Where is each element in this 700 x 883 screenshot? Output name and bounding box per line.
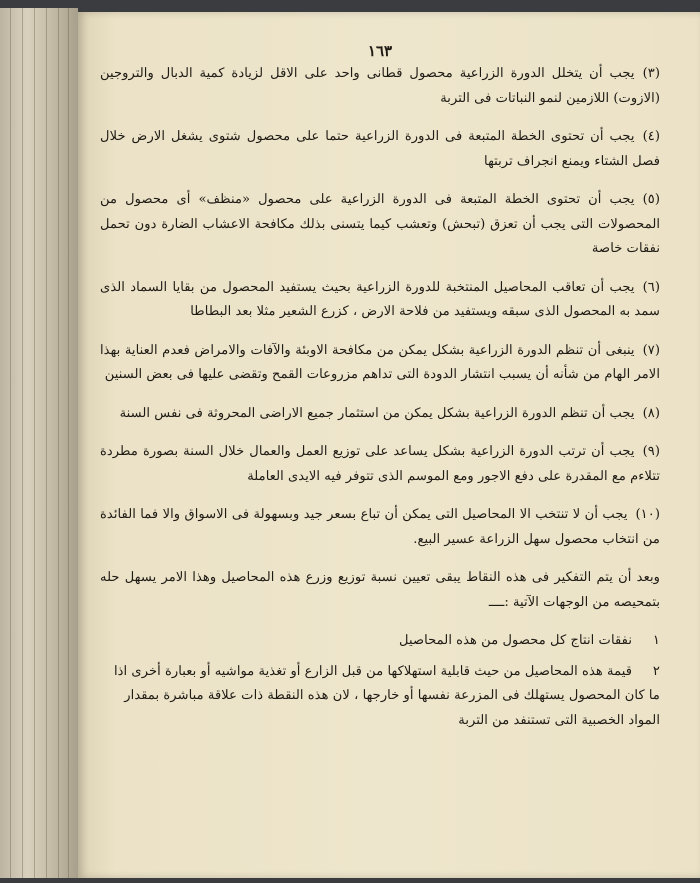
list-item (100, 629, 660, 654)
paragraph-text: ينبغى أن تنظم الدورة الزراعية بشكل يمكن من مكافحة الاوبئة والآفات والامراض فعدم العناية بهذا الامر الهام من شأنه أن يسبب انتشار الدودة التى تداهم مزروعات القمح وتقضى عليها فى بعض السنين (100, 342, 660, 382)
list-item (100, 660, 660, 734)
paragraph-marker: (٤) (642, 129, 660, 144)
paragraph-5 (100, 188, 660, 262)
paragraph-text: يجب أن تنظم الدورة الزراعية بشكل يمكن من استثمار جميع الاراضى المحروثة فى نفس السنة (119, 405, 635, 421)
book-page-edges (0, 8, 78, 878)
paragraph-9 (100, 440, 660, 489)
page-number: ١٦٣ (367, 42, 393, 60)
paragraph-marker: (١٠) (635, 507, 660, 522)
paragraph-text: يجب أن تحتوى الخطة المتبعة فى الدورة الزراعية على محصول «منظف» أى محصول من المحصولات التى يجب أن تعزق (تبحش) وتعشب كيما يتسنى بذلك مكافحة الاعشاب الضارة دون تحمل نفقات خاصة (100, 192, 660, 256)
paragraph-7 (100, 339, 660, 388)
paragraph-marker: (٧) (642, 342, 660, 358)
list-item-number: ١ (652, 633, 660, 648)
paragraph-marker: (٨) (642, 405, 660, 421)
paragraph-text: يجب أن تحتوى الخطة المتبعة فى الدورة الزراعية حتما على محصول شتوى يشغل الارض خلال فصل الشتاء ويمنع انجراف تربتها (100, 129, 660, 169)
paragraph-text: يجب أن لا تنتخب الا المحاصيل التى يمكن أن تباع بسعر جيد وبسهولة فى الاسواق والا فما الفائدة من انتخاب محصول سهل الزراعة عسير البيع. (100, 507, 660, 547)
list-item-text: قيمة هذه المحاصيل من حيث قابلية استهلاكها من قبل الزارع أو تغذية مواشيه أو بعبارة أخرى اذا ما كان المحصول يستهلك فى المزرعة نفسها أو خارجها ، لان هذه النقطة ذات علاقة مباشرة بمقدار المواد الخصبية التى تستنفد من التربة (114, 663, 660, 728)
paragraph-marker: (٥) (642, 192, 660, 207)
paragraph-10 (100, 503, 660, 552)
paragraph-6 (100, 276, 660, 325)
page-content (100, 42, 660, 739)
paragraph-4 (100, 125, 660, 174)
paragraph-3 (100, 62, 660, 111)
list-item-number: ٢ (652, 663, 660, 679)
paragraph-8 (100, 402, 660, 427)
list-item-text: نفقات انتاج كل محصول من هذه المحاصيل (398, 633, 632, 648)
paragraph-marker: (٣) (642, 66, 660, 81)
paragraph-text: يجب أن ترتب الدورة الزراعية بشكل يساعد على توزيع العمل والعمال خلال السنة بصورة مطردة تتلاءم مع المقدرة على دفع الاجور ومع الموسم الذى تتوفر فيه الايدى العاملة (100, 444, 660, 484)
paragraph-text: يجب أن تعاقب المحاصيل المنتخبة للدورة الزراعية بحيث يستفيد المحصول من بقايا السماد الذى سمد به المحصول الذى سبقه ويستفيد من فلاحة الارض ، كزرع الشعير مثلا بعد البطاطا (100, 279, 660, 319)
book-page (78, 12, 700, 878)
paragraph-text: يجب أن يتخلل الدورة الزراعية محصول قطانى واحد على الاقل لزيادة كمية الدبال والتروجين (الازوت) اللازمين لنمو النباتات فى التربة (100, 66, 660, 106)
paragraph-marker: (٩) (642, 444, 660, 459)
paragraph-summary (100, 566, 660, 615)
paragraph-text: وبعد أن يتم التفكير فى هذه النقاط يبقى تعيين نسبة توزيع وزرع هذه المحاصيل وهذا الامر يسهل حله بتمحيصه من الوجهات الآتية :ــــ (100, 570, 660, 610)
paragraph-marker: (٦) (642, 279, 660, 295)
